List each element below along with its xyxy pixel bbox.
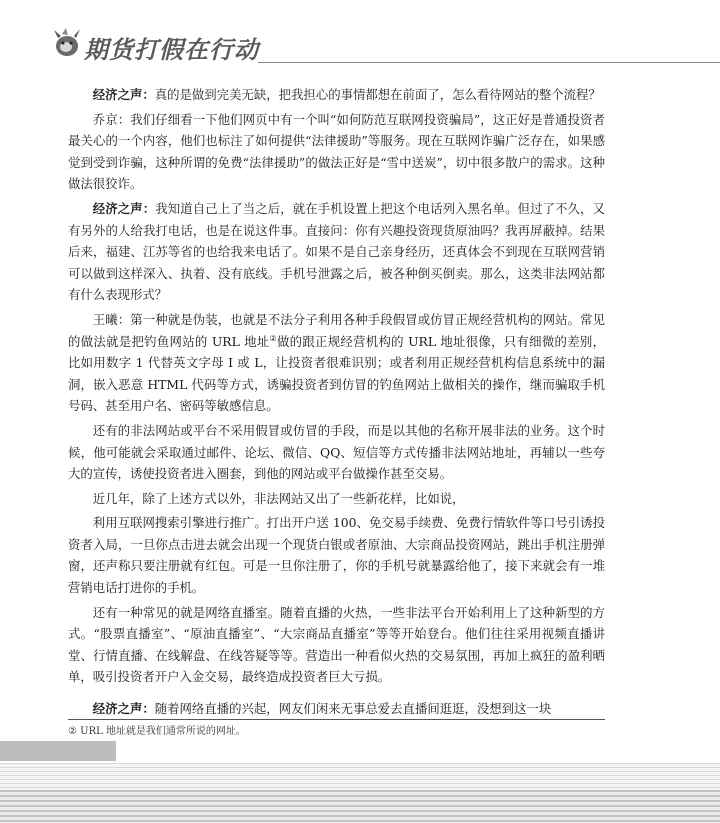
bull-logo-icon xyxy=(52,26,82,60)
paragraph xyxy=(68,602,605,688)
page-tab-bar xyxy=(0,741,116,761)
header-rule xyxy=(258,62,720,63)
speaker-label: 经济之声： xyxy=(92,701,155,716)
footnote-marker[interactable]: ② xyxy=(269,333,277,343)
speaker-label: 经济之声： xyxy=(92,200,156,216)
paragraph-text: 做的跟正规经营机构的 URL 地址很像，只有细微的差别，比如用数字 1 代替英文字母 I 或 L，让投资者很难识别；或者利用正规经营机构信息系统中的漏洞，嵌入恶意 HTML 代码等方式，诱骗投资者到仿冒的钓鱼网站上做相关的操作，继而骗取手机号码、甚至用户名、密码等敏感信息。 xyxy=(68,333,605,414)
footnote-divider xyxy=(68,719,605,720)
speaker-label: 乔京： xyxy=(92,111,131,127)
paragraph-text: 近几年，除了上述方式以外，非法网站又出了一些新花样，比如说， xyxy=(92,490,465,506)
paragraph xyxy=(68,109,605,195)
article-body xyxy=(68,84,605,691)
footer-stripes-dark xyxy=(0,790,720,823)
speaker-label: 王曦： xyxy=(92,311,131,327)
paragraph-text: 还有一种常见的就是网络直播室。随着直播的火热，一些非法平台开始利用上了这种新型的方式。“股票直播室”、“原油直播室”、“大宗商品直播室”等等开始登台。他们往往采用视频直播讲堂、行情直播、在线解盘、在线答疑等等。营造出一种看似火热的交易氛围，再加上疯狂的盈利晒单，吸引投资者开户入金交易，最终造成投资者巨大亏损。 xyxy=(68,604,605,685)
paragraph xyxy=(68,309,605,417)
paragraph xyxy=(68,512,605,598)
paragraph-text: 随着网络直播的兴起，网友们闲来无事总爱去直播间逛逛，没想到这一块 xyxy=(154,701,552,716)
paragraph xyxy=(68,198,605,306)
paragraph xyxy=(68,84,605,106)
page-header xyxy=(0,0,720,72)
paragraph xyxy=(68,420,605,485)
footnote: ② URL 地址就是我们通常所说的网址。 xyxy=(68,726,246,737)
paragraph-text: 第一种就是伪装，也就是不法分子利用各种手段假冒或仿冒正规经营机构的网站。常见的做法就是把钓鱼网站的 URL 地址 xyxy=(68,311,606,349)
paragraph-text: 真的是做到完美无缺，把我担心的事情都想在前面了，怎么看待网站的整个流程？ xyxy=(154,87,601,102)
paragraph-text: 利用互联网搜索引擎进行推广。打出开户送 100、免交易手续费、免费行情软件等口号引诱投资者入局，一旦你点击进去就会出现一个现货白银或者原油、大宗商品投资网站，跳出手机注册弹窗，还声称只要注册就有红包。可是一旦你注册了，你的手机号就暴露给他了，接下来就会有一堆营销电话打进你的手机。 xyxy=(68,515,605,596)
paragraph-text: 还有的非法网站或平台不采用假冒或仿冒的手段，而是以其他的名称开展非法的业务。这个时候，他可能就会采取通过邮件、论坛、微信、QQ、短信等方式传播非法网站地址，再辅以一些夸大的宣传，诱使投资者进入圈套，到他的网站或平台做操作甚至交易。 xyxy=(68,422,605,482)
page-title: 期货打假在行动 xyxy=(84,36,259,64)
paragraph xyxy=(68,488,605,510)
paragraph-text: 我知道自己上了当之后，就在手机设置上把这个电话列入黑名单。但过了不久，又有另外的人给我打电话，也是在说这件事。直接问：你有兴趣投资现货原油吗？我再屏蔽掉。结果后来，福建、江苏等省的也给我来电话了。如果不是自己亲身经历，还真体会不到现在互联网营销可以做到这样深入、执着、没有底线。手机号泄露之后，被各种倒买倒卖。那么，这类非法网站都有什么表现形式？ xyxy=(68,200,606,303)
speaker-label: 经济之声： xyxy=(92,87,155,102)
paragraph-text: 我们仔细看一下他们网页中有一个叫“如何防范互联网投资骗局”，这正好是普通投资者最关心的一个内容，他们也标注了如何提供“法律援助”等服务。现在互联网诈骗广泛存在，如果感觉到受到诈骗，这种所谓的免费“法律援助”的做法正好是“雪中送炭”，切中很多散户的需求。这种做法很狡诈。 xyxy=(68,111,606,192)
paragraph xyxy=(68,698,605,720)
